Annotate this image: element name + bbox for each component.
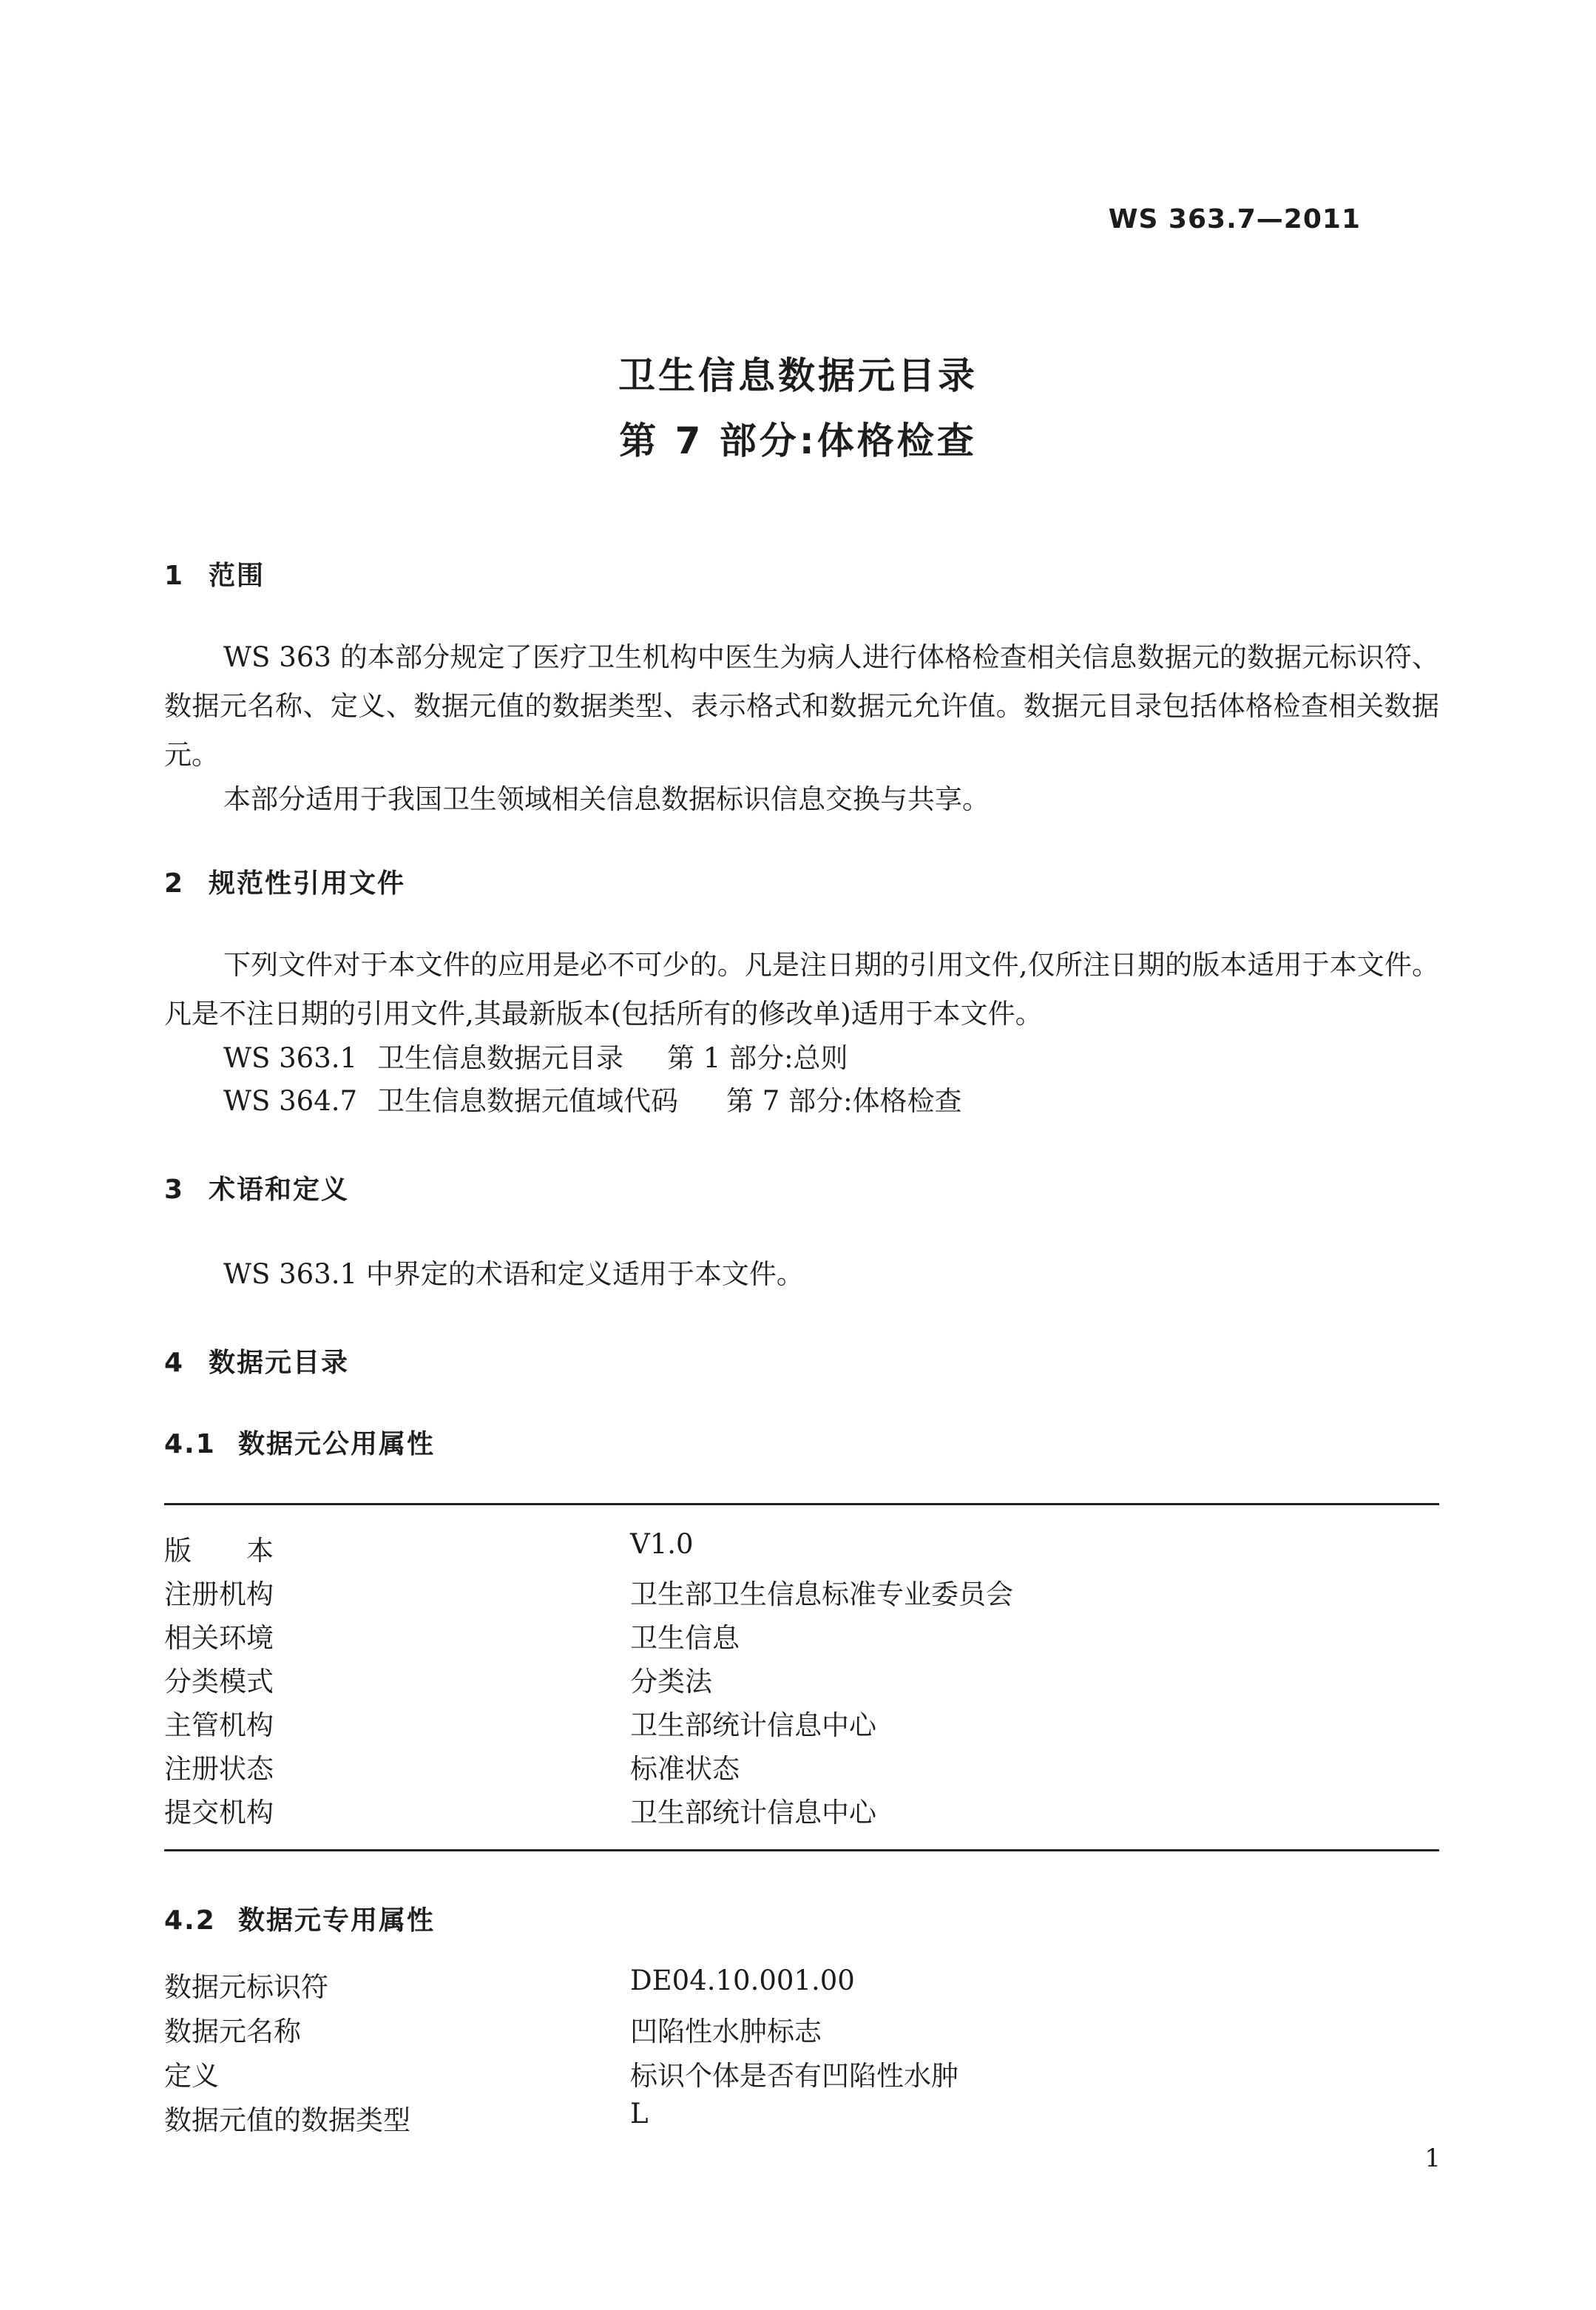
section-number: 1 xyxy=(164,561,185,591)
section-3-body: WS 363.1 中界定的术语和定义适用于本文件。 xyxy=(223,1258,804,1290)
attr-key: 分类模式 xyxy=(164,1666,274,1698)
section-title: 规范性引用文件 xyxy=(209,868,406,899)
attr-row xyxy=(164,1703,1439,1746)
attr-row xyxy=(164,2098,1439,2141)
section-number: 4.1 xyxy=(164,1429,216,1459)
section-1-body xyxy=(164,633,1439,824)
section-title: 范围 xyxy=(209,561,266,591)
reference-title: 卫生信息数据元目录 xyxy=(377,1042,623,1074)
paragraph: 本部分适用于我国卫生领域相关信息数据标识信息交换与共享。 xyxy=(223,783,990,815)
table-bottom-rule xyxy=(164,1849,1439,1851)
reference-part: 第 7 部分:体格检查 xyxy=(726,1085,962,1117)
section-number: 2 xyxy=(164,868,185,899)
attr-row xyxy=(164,2053,1439,2097)
section-title: 数据元专用属性 xyxy=(238,1905,436,1936)
attr-key: 数据元值的数据类型 xyxy=(164,2104,410,2136)
section-number: 3 xyxy=(164,1175,185,1205)
attr-value: DE04.10.001.00 xyxy=(630,1965,855,1996)
attr-key: 提交机构 xyxy=(164,1797,274,1828)
section-title: 数据元目录 xyxy=(209,1348,350,1378)
attr-value: 卫生信息 xyxy=(630,1622,740,1654)
attr-key: 数据元标识符 xyxy=(164,1971,328,2003)
section-title: 术语和定义 xyxy=(209,1175,350,1205)
attr-row xyxy=(164,1615,1439,1659)
reference-code: WS 363.1 xyxy=(223,1042,358,1074)
table-top-rule xyxy=(164,1503,1439,1505)
section-number: 4 xyxy=(164,1348,185,1378)
section-4-heading xyxy=(164,1342,349,1379)
page-number: 1 xyxy=(1424,2144,1441,2173)
attr-row xyxy=(164,1572,1439,1615)
attr-value: L xyxy=(630,2098,649,2130)
section-2-body xyxy=(164,941,1439,1039)
reference-part: 第 1 部分:总则 xyxy=(667,1042,848,1074)
paragraph: WS 363 的本部分规定了医疗卫生机构中医生为病人进行体格检查相关信息数据元的数据元标识符、数据元名称、定义、数据元值的数据类型、表示格式和数据元允许值。数据元目录包括体格检查相关数据元。 xyxy=(164,641,1439,771)
attr-value: 卫生部卫生信息标准专业委员会 xyxy=(630,1578,1013,1610)
attr-value: 分类法 xyxy=(630,1666,712,1698)
attr-row xyxy=(164,2009,1439,2053)
attr-key: 主管机构 xyxy=(164,1709,274,1741)
attr-value: 凹陷性水肿标志 xyxy=(630,2016,822,2047)
attr-key: 注册状态 xyxy=(164,1753,274,1785)
attr-key: 定义 xyxy=(164,2060,219,2092)
attr-row xyxy=(164,1790,1439,1834)
attr-value: 标识个体是否有凹陷性水肿 xyxy=(630,2060,958,2092)
reference-item xyxy=(223,1078,962,1118)
attr-key: 数据元名称 xyxy=(164,2016,301,2047)
document-subtitle: 第 7 部分:体格检查 xyxy=(619,419,977,462)
reference-title: 卫生信息数据元值域代码 xyxy=(377,1085,678,1117)
attr-key: 版 本 xyxy=(164,1535,274,1567)
paragraph: 下列文件对于本文件的应用是必不可少的。凡是注日期的引用文件,仅所注日期的版本适用于本文件。凡是不注日期的引用文件,其最新版本(包括所有的修改单)适用于本文件。 xyxy=(164,949,1439,1030)
subsection-4-1-heading xyxy=(164,1423,435,1461)
attr-row xyxy=(164,1746,1439,1790)
section-3-heading xyxy=(164,1169,349,1206)
attr-value: 标准状态 xyxy=(630,1753,740,1785)
attr-key: 注册机构 xyxy=(164,1578,274,1610)
attr-row xyxy=(164,1528,1439,1572)
attr-value: V1.0 xyxy=(630,1528,694,1560)
reference-item xyxy=(223,1036,848,1075)
standard-code: WS 363.7—2011 xyxy=(1108,204,1361,234)
document-title: 卫生信息数据元目录 xyxy=(618,354,978,397)
attr-row xyxy=(164,1659,1439,1703)
section-title: 数据元公用属性 xyxy=(238,1429,436,1459)
attr-key: 相关环境 xyxy=(164,1622,274,1654)
section-2-heading xyxy=(164,862,405,900)
attr-value: 卫生部统计信息中心 xyxy=(630,1797,876,1828)
section-number: 4.2 xyxy=(164,1905,216,1936)
attr-value: 卫生部统计信息中心 xyxy=(630,1709,876,1741)
reference-code: WS 364.7 xyxy=(223,1085,358,1117)
section-1-heading xyxy=(164,555,265,592)
attr-row xyxy=(164,1965,1439,2008)
subsection-4-2-heading xyxy=(164,1899,435,1937)
